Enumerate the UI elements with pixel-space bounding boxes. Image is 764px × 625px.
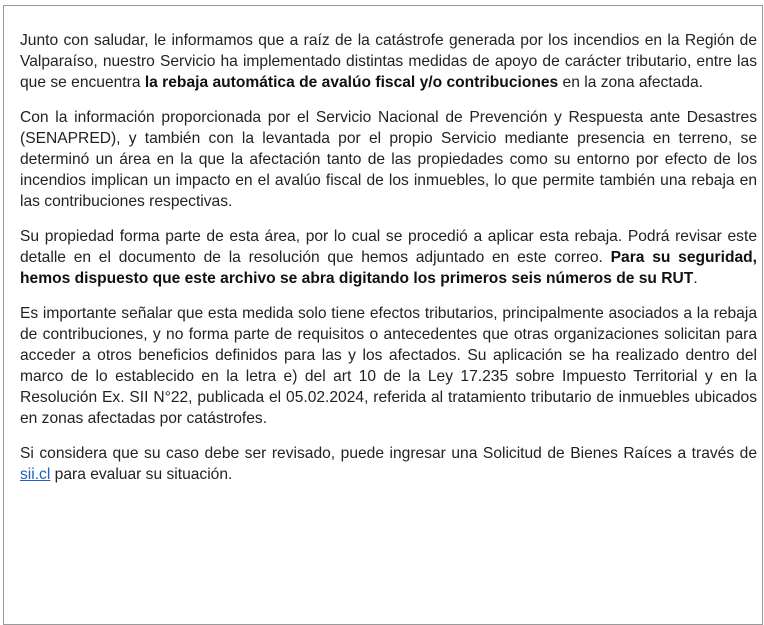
bold-text-rebaja: la rebaja automática de avalúo fiscal y/o contribuciones [144, 74, 559, 91]
paragraph-solicitud [20, 443, 757, 485]
paragraph-text: Es importante señalar que esta medida solo tiene efectos tributarios, principalmente asociados a la rebaja de contribuciones, y no forma parte de requisitos o antecedentes que otras organizaciones solicitan para acceder a otros beneficios definidos para las y los afectados. Su aplicación se ha realizado dentro del marco de lo establecido en la letra e) del art 10 de la Ley 17.235 sobre Impuesto Territorial y en la Resolución Ex. SII N°22, publicada el 05.02.2024, referida al tratamiento tributario de inmuebles ubicados en zonas afectadas por catástrofes. [20, 305, 757, 427]
paragraph-intro [20, 30, 757, 93]
sii-link[interactable]: sii.cl [20, 466, 51, 483]
paragraph-text: . [693, 270, 698, 287]
paragraph-text: en la zona afectada. [558, 74, 704, 91]
paragraph-senapred [20, 107, 757, 212]
paragraph-text: para evaluar su situación. [50, 466, 233, 483]
email-message-frame [3, 5, 763, 625]
paragraph-propiedad [20, 226, 757, 289]
paragraph-text: Junto con saludar, le informamos que a raíz de la catástrofe generada por los incendios en la Región de Valparaíso, nuestro Servicio ha implementado distintas medidas de apoyo de carácter tributario, entre las que se encuentra [20, 32, 757, 91]
email-body [20, 30, 757, 499]
paragraph-text: Con la información proporcionada por el Servicio Nacional de Prevención y Respuesta ante Desastres (SENAPRED), y también con la levantada por el propio Servicio mediante presencia en terreno, se determinó un área en la que la afectación tanto de las propiedades como su entorno por efecto de los incendios implican un impacto en el avalúo fiscal de los inmuebles, lo que permite también una rebaja en las contribuciones respectivas. [20, 109, 757, 210]
paragraph-efectos [20, 303, 757, 429]
bold-text-seguridad: Para su seguridad, hemos dispuesto que este archivo se abra digitando los primeros seis números de su RUT [20, 249, 757, 287]
paragraph-text: Su propiedad forma parte de esta área, por lo cual se procedió a aplicar esta rebaja. Podrá revisar este detalle en el documento de la resolución que hemos adjuntado en este correo. [20, 228, 757, 266]
paragraph-text: Si considera que su caso debe ser revisado, puede ingresar una Solicitud de Bienes Raíces a través de [20, 445, 757, 462]
